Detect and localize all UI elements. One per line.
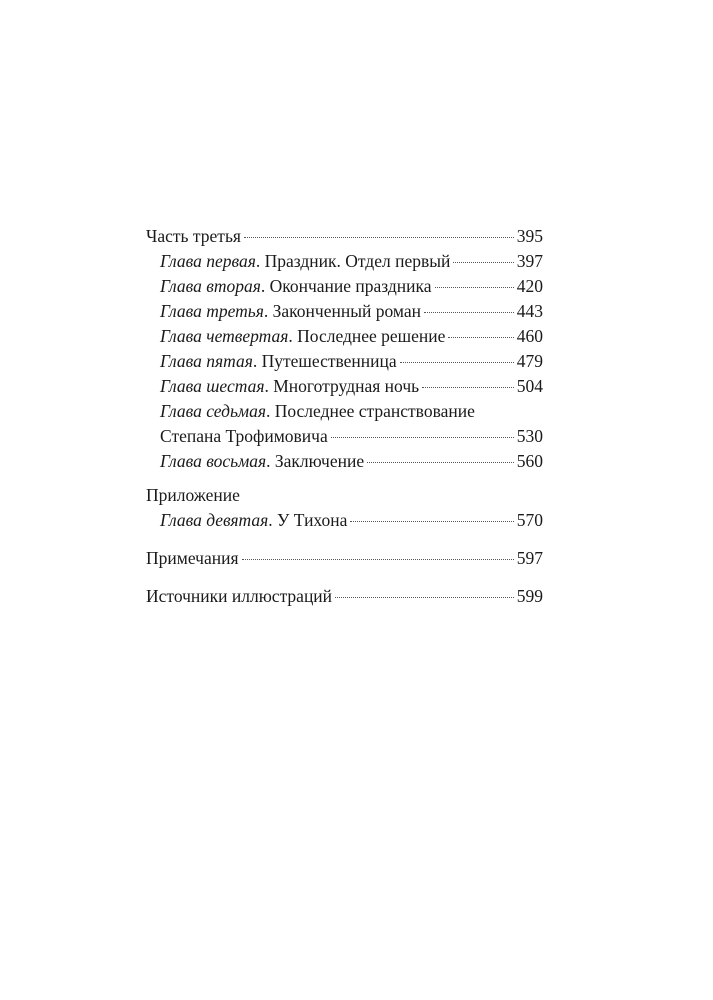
toc-entry-title: Часть третья bbox=[146, 226, 241, 246]
toc-entry-chapter-1[interactable] bbox=[146, 249, 543, 274]
chapter-label: Глава четвертая bbox=[160, 326, 289, 346]
toc-entry-page: 597 bbox=[516, 548, 543, 568]
toc-entry-page: 460 bbox=[516, 326, 543, 346]
chapter-title: . У Тихона bbox=[268, 510, 348, 530]
chapter-label: Глава пятая bbox=[160, 351, 253, 371]
dot-leader bbox=[448, 337, 513, 338]
toc-entry-title: Приложение bbox=[146, 485, 240, 505]
toc-entry-illustrations[interactable] bbox=[146, 584, 543, 609]
dot-leader bbox=[367, 462, 514, 463]
chapter-title: . Последнее решение bbox=[288, 326, 446, 346]
dot-leader bbox=[331, 437, 514, 438]
chapter-label: Глава восьмая bbox=[160, 451, 267, 471]
chapter-label: Глава вторая bbox=[160, 276, 261, 296]
toc-entry-page: 530 bbox=[516, 426, 543, 446]
toc-entry-chapter-4[interactable] bbox=[146, 324, 543, 349]
dot-leader bbox=[350, 521, 513, 522]
toc-entry-title: Источники иллюстраций bbox=[146, 586, 333, 606]
chapter-title: . Последнее странствование bbox=[265, 401, 475, 421]
dot-leader bbox=[422, 387, 514, 388]
table-of-contents bbox=[146, 224, 543, 609]
dot-leader bbox=[335, 597, 514, 598]
toc-entry-chapter-8[interactable] bbox=[146, 449, 543, 474]
toc-entry-title: Примечания bbox=[146, 548, 239, 568]
toc-entry-notes[interactable] bbox=[146, 546, 543, 571]
toc-entry-chapter-5[interactable] bbox=[146, 349, 543, 374]
toc-entry-chapter-3[interactable] bbox=[146, 299, 543, 324]
toc-entry-chapter-2[interactable] bbox=[146, 274, 543, 299]
chapter-label: Глава девятая bbox=[160, 510, 269, 530]
dot-leader bbox=[244, 237, 514, 238]
toc-entry-chapter-7-cont[interactable] bbox=[146, 424, 543, 449]
chapter-title-cont: Степана Трофимовича bbox=[160, 426, 328, 446]
dot-leader bbox=[400, 362, 514, 363]
toc-entry-page: 560 bbox=[516, 451, 543, 471]
toc-entry-appendix[interactable] bbox=[146, 483, 543, 508]
toc-entry-page: 395 bbox=[516, 226, 543, 246]
chapter-title: . Праздник. Отдел первый bbox=[255, 251, 451, 271]
toc-entry-chapter-6[interactable] bbox=[146, 374, 543, 399]
chapter-title: . Заключение bbox=[266, 451, 365, 471]
toc-entry-page: 599 bbox=[516, 586, 543, 606]
dot-leader bbox=[435, 287, 514, 288]
chapter-label: Глава шестая bbox=[160, 376, 265, 396]
toc-entry-page: 443 bbox=[516, 301, 543, 321]
toc-entry-chapter-9[interactable] bbox=[146, 508, 543, 533]
toc-entry-page: 420 bbox=[516, 276, 543, 296]
toc-entry-part-three[interactable] bbox=[146, 224, 543, 249]
toc-entry-page: 570 bbox=[516, 510, 543, 530]
dot-leader bbox=[242, 559, 514, 560]
toc-entry-page: 397 bbox=[516, 251, 543, 271]
chapter-label: Глава третья bbox=[160, 301, 264, 321]
chapter-title: . Путешественница bbox=[252, 351, 397, 371]
toc-entry-page: 504 bbox=[516, 376, 543, 396]
chapter-title: . Окончание праздника bbox=[260, 276, 432, 296]
chapter-label: Глава седьмая bbox=[160, 401, 266, 421]
toc-entry-page: 479 bbox=[516, 351, 543, 371]
chapter-label: Глава первая bbox=[160, 251, 256, 271]
toc-entry-chapter-7[interactable] bbox=[146, 399, 543, 424]
chapter-title: . Законченный роман bbox=[263, 301, 421, 321]
dot-leader bbox=[453, 262, 513, 263]
dot-leader bbox=[424, 312, 514, 313]
chapter-title: . Многотрудная ночь bbox=[264, 376, 420, 396]
